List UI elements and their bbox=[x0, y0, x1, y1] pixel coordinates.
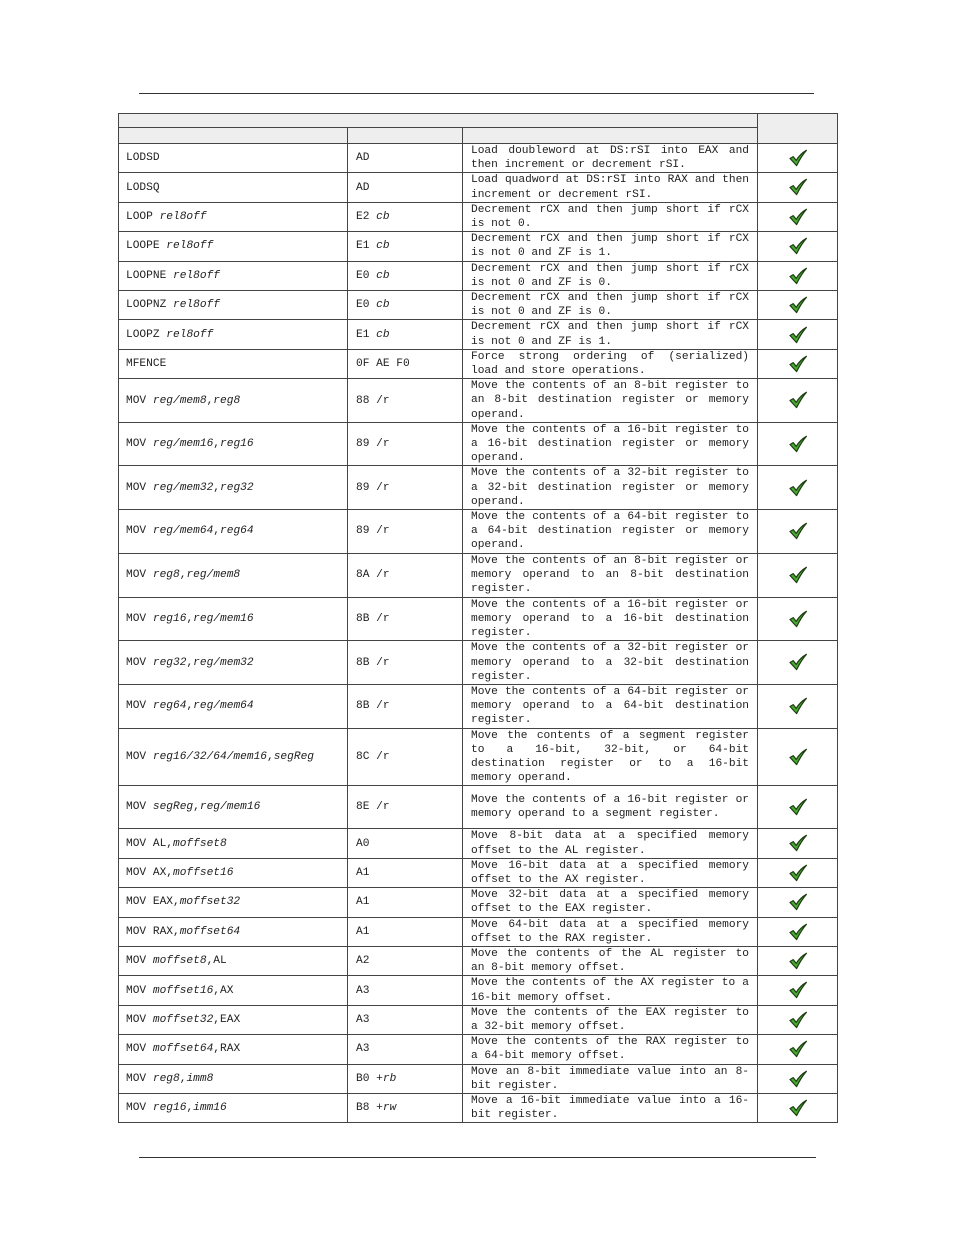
literal-text: A1 bbox=[356, 866, 370, 879]
literal-text: A0 bbox=[356, 837, 370, 850]
support-cell bbox=[758, 320, 838, 349]
literal-text: MOV bbox=[126, 1013, 153, 1026]
operand-placeholder: reg8 bbox=[152, 1072, 180, 1085]
literal-text: MOV bbox=[126, 612, 153, 625]
literal-text: LODSD bbox=[126, 152, 160, 165]
mnemonic-cell bbox=[119, 1005, 348, 1034]
operand-placeholder: moffset32 bbox=[152, 1013, 214, 1026]
literal-text: ,EAX bbox=[213, 1013, 241, 1026]
opcode-cell bbox=[348, 466, 463, 510]
operand-placeholder: rel8off bbox=[173, 299, 220, 312]
literal-text: 89 /r bbox=[356, 438, 390, 451]
check-mark-icon bbox=[788, 893, 808, 911]
literal-text: E1 bbox=[356, 328, 377, 341]
literal-text: AD bbox=[356, 181, 370, 194]
literal-text: 8A /r bbox=[356, 569, 390, 582]
literal-text: 0F AE F0 bbox=[356, 358, 410, 371]
operand-placeholder: rel8off bbox=[173, 269, 220, 282]
literal-text: A3 bbox=[356, 984, 370, 997]
check-mark-icon bbox=[788, 610, 808, 628]
check-mark-icon bbox=[788, 952, 808, 970]
operand-placeholder: reg16 bbox=[152, 612, 187, 625]
description-cell: Move a 16-bit immediate value into a 16-bit register. bbox=[463, 1093, 758, 1122]
support-cell bbox=[758, 510, 838, 554]
check-mark-icon bbox=[788, 355, 808, 373]
support-cell bbox=[758, 291, 838, 320]
literal-text: MOV EAX, bbox=[126, 896, 180, 909]
literal-text: LOOP bbox=[126, 211, 160, 224]
table-row bbox=[119, 946, 838, 975]
check-mark-icon bbox=[788, 522, 808, 540]
opcode-cell bbox=[348, 261, 463, 290]
literal-text: MOV bbox=[126, 569, 153, 582]
operand-placeholder: reg/mem16 bbox=[152, 438, 214, 451]
mnemonic-cell bbox=[119, 422, 348, 466]
operand-placeholder: segReg bbox=[152, 801, 194, 814]
literal-text: MFENCE bbox=[126, 358, 167, 371]
mnemonic-cell bbox=[119, 946, 348, 975]
mnemonic-cell bbox=[119, 858, 348, 887]
description-cell: Load doubleword at DS:rSI into EAX and then increment or decrement rSI. bbox=[463, 144, 758, 173]
check-mark-icon bbox=[788, 149, 808, 167]
operand-placeholder: cb bbox=[376, 211, 390, 224]
table-row bbox=[119, 728, 838, 786]
opcode-cell bbox=[348, 553, 463, 597]
opcode-cell bbox=[348, 144, 463, 173]
support-cell bbox=[758, 379, 838, 423]
description-cell: Move the contents of the AL register to an 8-bit memory offset. bbox=[463, 946, 758, 975]
literal-text: B0 bbox=[356, 1072, 377, 1085]
literal-text: MOV bbox=[126, 955, 153, 968]
literal-text: 88 /r bbox=[356, 394, 390, 407]
check-mark-icon bbox=[788, 435, 808, 453]
description-cell: Move the contents of a 16-bit register or memory operand to a 16-bit destination register. bbox=[463, 597, 758, 641]
literal-text: ,AX bbox=[213, 984, 234, 997]
opcode-cell bbox=[348, 232, 463, 261]
support-cell bbox=[758, 728, 838, 786]
support-cell bbox=[758, 829, 838, 858]
support-cell bbox=[758, 1064, 838, 1093]
opcode-cell bbox=[348, 597, 463, 641]
mnemonic-cell bbox=[119, 1064, 348, 1093]
literal-text: 8E /r bbox=[356, 801, 390, 814]
table-row bbox=[119, 232, 838, 261]
support-cell bbox=[758, 1005, 838, 1034]
description-cell: Move the contents of a 64-bit register to a 64-bit destination register or memory operand. bbox=[463, 510, 758, 554]
literal-text: A2 bbox=[356, 955, 370, 968]
literal-text: MOV bbox=[126, 1102, 153, 1115]
literal-text: 8B /r bbox=[356, 700, 390, 713]
mnemonic-cell bbox=[119, 553, 348, 597]
opcode-cell bbox=[348, 946, 463, 975]
opcode-cell bbox=[348, 173, 463, 202]
opcode-cell bbox=[348, 829, 463, 858]
opcode-cell bbox=[348, 1064, 463, 1093]
literal-text: E2 bbox=[356, 211, 377, 224]
literal-text: , bbox=[213, 525, 221, 538]
mnemonic-cell bbox=[119, 641, 348, 685]
description-cell: Move the contents of a 16-bit register or memory operand to a segment register. bbox=[463, 786, 758, 829]
literal-text: LOOPNZ bbox=[126, 299, 173, 312]
description-cell: Move 8-bit data at a specified memory offset to the AL register. bbox=[463, 829, 758, 858]
literal-text: MOV bbox=[126, 1072, 153, 1085]
support-cell bbox=[758, 466, 838, 510]
table-row bbox=[119, 291, 838, 320]
opcode-cell bbox=[348, 858, 463, 887]
operand-placeholder: reg32 bbox=[220, 481, 254, 494]
literal-text: MOV bbox=[126, 700, 153, 713]
support-cell bbox=[758, 976, 838, 1005]
table-row bbox=[119, 684, 838, 728]
description-cell: Move 16-bit data at a specified memory offset to the AX register. bbox=[463, 858, 758, 887]
support-cell bbox=[758, 917, 838, 946]
table-header-title-cell bbox=[119, 114, 758, 128]
opcode-cell bbox=[348, 976, 463, 1005]
support-cell bbox=[758, 597, 838, 641]
mnemonic-cell bbox=[119, 291, 348, 320]
support-cell bbox=[758, 1035, 838, 1064]
support-cell bbox=[758, 422, 838, 466]
mnemonic-cell bbox=[119, 1093, 348, 1122]
opcode-cell bbox=[348, 1093, 463, 1122]
check-mark-icon bbox=[788, 1040, 808, 1058]
mnemonic-cell bbox=[119, 349, 348, 378]
description-cell: Move the contents of a 16-bit register to a 16-bit destination register or memory operand. bbox=[463, 422, 758, 466]
table-row bbox=[119, 320, 838, 349]
operand-placeholder: cb bbox=[376, 328, 390, 341]
literal-text: , bbox=[186, 700, 194, 713]
table-row bbox=[119, 422, 838, 466]
table-row bbox=[119, 510, 838, 554]
table-row bbox=[119, 466, 838, 510]
table-row bbox=[119, 917, 838, 946]
literal-text: , bbox=[179, 569, 187, 582]
description-cell: Move the contents of the RAX register to a 64-bit memory offset. bbox=[463, 1035, 758, 1064]
support-cell bbox=[758, 946, 838, 975]
check-mark-icon bbox=[788, 834, 808, 852]
support-cell bbox=[758, 553, 838, 597]
table-row bbox=[119, 1093, 838, 1122]
column-header-opcode bbox=[348, 128, 463, 144]
operand-placeholder: moffset16 bbox=[173, 866, 234, 879]
opcode-cell bbox=[348, 684, 463, 728]
operand-placeholder: reg/mem16 bbox=[193, 612, 254, 625]
support-cell bbox=[758, 786, 838, 829]
check-mark-icon bbox=[788, 1099, 808, 1117]
table-header-row bbox=[119, 114, 838, 128]
table-header-support-cell bbox=[758, 114, 838, 144]
literal-text: 8B /r bbox=[356, 612, 390, 625]
literal-text: LOOPNE bbox=[126, 269, 173, 282]
operand-placeholder: cb bbox=[376, 299, 390, 312]
literal-text: MOV bbox=[126, 481, 153, 494]
mnemonic-cell bbox=[119, 597, 348, 641]
operand-placeholder: moffset64 bbox=[152, 1043, 214, 1056]
support-cell bbox=[758, 858, 838, 887]
literal-text: , bbox=[206, 394, 214, 407]
opcode-cell bbox=[348, 888, 463, 917]
literal-text: MOV bbox=[126, 750, 153, 763]
operand-placeholder: rel8off bbox=[166, 328, 214, 341]
description-cell: Force strong ordering of (serialized) load and store operations. bbox=[463, 349, 758, 378]
literal-text: ,AL bbox=[206, 955, 227, 968]
literal-text: , bbox=[186, 1102, 194, 1115]
opcode-cell bbox=[348, 510, 463, 554]
instruction-table-body bbox=[119, 114, 838, 1123]
table-row bbox=[119, 173, 838, 202]
description-cell: Move the contents of the AX register to a 16-bit memory offset. bbox=[463, 976, 758, 1005]
operand-placeholder: +rw bbox=[376, 1102, 397, 1115]
operand-placeholder: reg16 bbox=[220, 438, 254, 451]
mnemonic-cell bbox=[119, 320, 348, 349]
literal-text: AD bbox=[356, 152, 370, 165]
support-cell bbox=[758, 144, 838, 173]
check-mark-icon bbox=[788, 864, 808, 882]
literal-text: 89 /r bbox=[356, 481, 390, 494]
mnemonic-cell bbox=[119, 144, 348, 173]
support-cell bbox=[758, 888, 838, 917]
support-cell bbox=[758, 641, 838, 685]
description-cell: Move the contents of an 8-bit register to an 8-bit destination register or memory operand. bbox=[463, 379, 758, 423]
check-mark-icon bbox=[788, 479, 808, 497]
check-mark-icon bbox=[788, 981, 808, 999]
description-cell: Decrement rCX and then jump short if rCX is not 0 and ZF is 0. bbox=[463, 291, 758, 320]
support-cell bbox=[758, 173, 838, 202]
check-mark-icon bbox=[788, 391, 808, 409]
check-mark-icon bbox=[788, 326, 808, 344]
opcode-cell bbox=[348, 202, 463, 231]
literal-text: A1 bbox=[356, 925, 370, 938]
description-cell: Decrement rCX and then jump short if rCX is not 0. bbox=[463, 202, 758, 231]
check-mark-icon bbox=[788, 748, 808, 766]
literal-text: LOOPZ bbox=[126, 328, 167, 341]
mnemonic-cell bbox=[119, 173, 348, 202]
check-mark-icon bbox=[788, 697, 808, 715]
opcode-cell bbox=[348, 379, 463, 423]
table-row bbox=[119, 1035, 838, 1064]
description-cell: Decrement rCX and then jump short if rCX is not 0 and ZF is 0. bbox=[463, 261, 758, 290]
mnemonic-cell bbox=[119, 1035, 348, 1064]
operand-placeholder: reg8 bbox=[213, 394, 241, 407]
opcode-cell bbox=[348, 422, 463, 466]
table-row bbox=[119, 261, 838, 290]
table-row bbox=[119, 202, 838, 231]
opcode-cell bbox=[348, 641, 463, 685]
mnemonic-cell bbox=[119, 232, 348, 261]
literal-text: , bbox=[267, 750, 274, 763]
check-mark-icon bbox=[788, 296, 808, 314]
mnemonic-cell bbox=[119, 917, 348, 946]
literal-text: MOV RAX, bbox=[126, 925, 180, 938]
literal-text: , bbox=[186, 656, 194, 669]
support-cell bbox=[758, 232, 838, 261]
operand-placeholder: rel8off bbox=[159, 211, 207, 224]
mnemonic-cell bbox=[119, 261, 348, 290]
operand-placeholder: reg/mem16 bbox=[199, 801, 261, 814]
opcode-cell bbox=[348, 786, 463, 829]
operand-placeholder: moffset16 bbox=[152, 984, 214, 997]
literal-text: 8B /r bbox=[356, 656, 390, 669]
operand-placeholder: imm16 bbox=[193, 1102, 227, 1115]
operand-placeholder: reg8 bbox=[152, 569, 180, 582]
check-mark-icon bbox=[788, 566, 808, 584]
check-mark-icon bbox=[788, 1070, 808, 1088]
operand-placeholder: reg16 bbox=[152, 1102, 187, 1115]
literal-text: E0 bbox=[356, 299, 377, 312]
support-cell bbox=[758, 261, 838, 290]
table-row bbox=[119, 641, 838, 685]
table-subheader-row bbox=[119, 128, 838, 144]
check-mark-icon bbox=[788, 653, 808, 671]
description-cell: Move the contents of an 8-bit register or memory operand to an 8-bit destination register. bbox=[463, 553, 758, 597]
support-cell bbox=[758, 349, 838, 378]
table-row bbox=[119, 829, 838, 858]
description-cell: Move the contents of a segment register to a 16-bit, 32-bit, or 64-bit destination register or to a 16-bit memory operand. bbox=[463, 728, 758, 786]
literal-text: E1 bbox=[356, 240, 377, 253]
table-row bbox=[119, 1005, 838, 1034]
literal-text: 89 /r bbox=[356, 525, 390, 538]
operand-placeholder: reg/mem8 bbox=[186, 569, 241, 582]
operand-placeholder: reg/mem32 bbox=[193, 656, 254, 669]
operand-placeholder: reg64 bbox=[220, 525, 254, 538]
literal-text: A3 bbox=[356, 1013, 370, 1026]
table-row bbox=[119, 379, 838, 423]
operand-placeholder: segReg bbox=[273, 750, 315, 763]
table-row bbox=[119, 597, 838, 641]
operand-placeholder: reg/mem8 bbox=[152, 394, 207, 407]
operand-placeholder: reg/mem32 bbox=[152, 481, 214, 494]
operand-placeholder: reg16/32/64/mem16 bbox=[152, 750, 267, 763]
mnemonic-cell bbox=[119, 976, 348, 1005]
check-mark-icon bbox=[788, 798, 808, 816]
mnemonic-cell bbox=[119, 786, 348, 829]
opcode-cell bbox=[348, 728, 463, 786]
table-row bbox=[119, 976, 838, 1005]
support-cell bbox=[758, 202, 838, 231]
literal-text: , bbox=[213, 481, 221, 494]
opcode-cell bbox=[348, 320, 463, 349]
operand-placeholder: cb bbox=[376, 269, 390, 282]
literal-text: A3 bbox=[356, 1043, 370, 1056]
literal-text: MOV bbox=[126, 801, 153, 814]
operand-placeholder: moffset32 bbox=[179, 896, 241, 909]
description-cell: Move the contents of a 32-bit register to a 32-bit destination register or memory operand. bbox=[463, 466, 758, 510]
literal-text: ,RAX bbox=[213, 1043, 241, 1056]
description-cell: Move 32-bit data at a specified memory offset to the EAX register. bbox=[463, 888, 758, 917]
description-cell: Load quadword at DS:rSI into RAX and then increment or decrement rSI. bbox=[463, 173, 758, 202]
operand-placeholder: reg64 bbox=[152, 700, 187, 713]
literal-text: MOV bbox=[126, 984, 153, 997]
operand-placeholder: moffset8 bbox=[152, 955, 207, 968]
description-cell: Move the contents of the EAX register to a 32-bit memory offset. bbox=[463, 1005, 758, 1034]
literal-text: MOV bbox=[126, 1043, 153, 1056]
mnemonic-cell bbox=[119, 829, 348, 858]
check-mark-icon bbox=[788, 923, 808, 941]
footer-rule bbox=[139, 1157, 816, 1158]
instruction-table bbox=[118, 113, 838, 1123]
operand-placeholder: moffset8 bbox=[173, 837, 227, 850]
support-cell bbox=[758, 684, 838, 728]
literal-text: MOV AX, bbox=[126, 866, 173, 879]
check-mark-icon bbox=[788, 1011, 808, 1029]
operand-placeholder: moffset64 bbox=[179, 925, 241, 938]
opcode-cell bbox=[348, 917, 463, 946]
header-rule bbox=[139, 93, 814, 94]
table-row bbox=[119, 553, 838, 597]
operand-placeholder: +rb bbox=[376, 1072, 397, 1085]
literal-text: MOV bbox=[126, 394, 153, 407]
literal-text: , bbox=[193, 801, 200, 814]
mnemonic-cell bbox=[119, 510, 348, 554]
operand-placeholder: reg/mem64 bbox=[193, 700, 254, 713]
operand-placeholder: imm8 bbox=[186, 1072, 214, 1085]
opcode-cell bbox=[348, 291, 463, 320]
description-cell: Move the contents of a 32-bit register or memory operand to a 32-bit destination register. bbox=[463, 641, 758, 685]
literal-text: A1 bbox=[356, 896, 370, 909]
literal-text: E0 bbox=[356, 269, 377, 282]
check-mark-icon bbox=[788, 178, 808, 196]
table-row bbox=[119, 1064, 838, 1093]
table-row bbox=[119, 144, 838, 173]
opcode-cell bbox=[348, 349, 463, 378]
operand-placeholder: rel8off bbox=[166, 240, 214, 253]
support-cell bbox=[758, 1093, 838, 1122]
description-cell: Move the contents of a 64-bit register or memory operand to a 64-bit destination register. bbox=[463, 684, 758, 728]
literal-text: MOV bbox=[126, 656, 153, 669]
opcode-cell bbox=[348, 1005, 463, 1034]
operand-placeholder: reg32 bbox=[152, 656, 187, 669]
check-mark-icon bbox=[788, 208, 808, 226]
literal-text: , bbox=[179, 1072, 187, 1085]
opcode-cell bbox=[348, 1035, 463, 1064]
literal-text: MOV AL, bbox=[126, 837, 173, 850]
check-mark-icon bbox=[788, 267, 808, 285]
operand-placeholder: reg/mem64 bbox=[152, 525, 214, 538]
literal-text: B8 bbox=[356, 1102, 377, 1115]
mnemonic-cell bbox=[119, 684, 348, 728]
table-row bbox=[119, 888, 838, 917]
mnemonic-cell bbox=[119, 728, 348, 786]
mnemonic-cell bbox=[119, 466, 348, 510]
column-header-description bbox=[463, 128, 758, 144]
description-cell: Decrement rCX and then jump short if rCX is not 0 and ZF is 1. bbox=[463, 320, 758, 349]
column-header-mnemonic bbox=[119, 128, 348, 144]
literal-text: 8C /r bbox=[356, 750, 390, 763]
mnemonic-cell bbox=[119, 888, 348, 917]
mnemonic-cell bbox=[119, 379, 348, 423]
literal-text: MOV bbox=[126, 525, 153, 538]
literal-text: MOV bbox=[126, 438, 153, 451]
description-cell: Move 64-bit data at a specified memory offset to the RAX register. bbox=[463, 917, 758, 946]
mnemonic-cell bbox=[119, 202, 348, 231]
table-row bbox=[119, 349, 838, 378]
description-cell: Decrement rCX and then jump short if rCX is not 0 and ZF is 1. bbox=[463, 232, 758, 261]
table-row bbox=[119, 858, 838, 887]
check-mark-icon bbox=[788, 237, 808, 255]
operand-placeholder: cb bbox=[376, 240, 390, 253]
literal-text: LODSQ bbox=[126, 181, 160, 194]
literal-text: , bbox=[186, 612, 194, 625]
literal-text: , bbox=[213, 438, 221, 451]
table-row bbox=[119, 786, 838, 829]
literal-text: LOOPE bbox=[126, 240, 167, 253]
description-cell: Move an 8-bit immediate value into an 8-bit register. bbox=[463, 1064, 758, 1093]
